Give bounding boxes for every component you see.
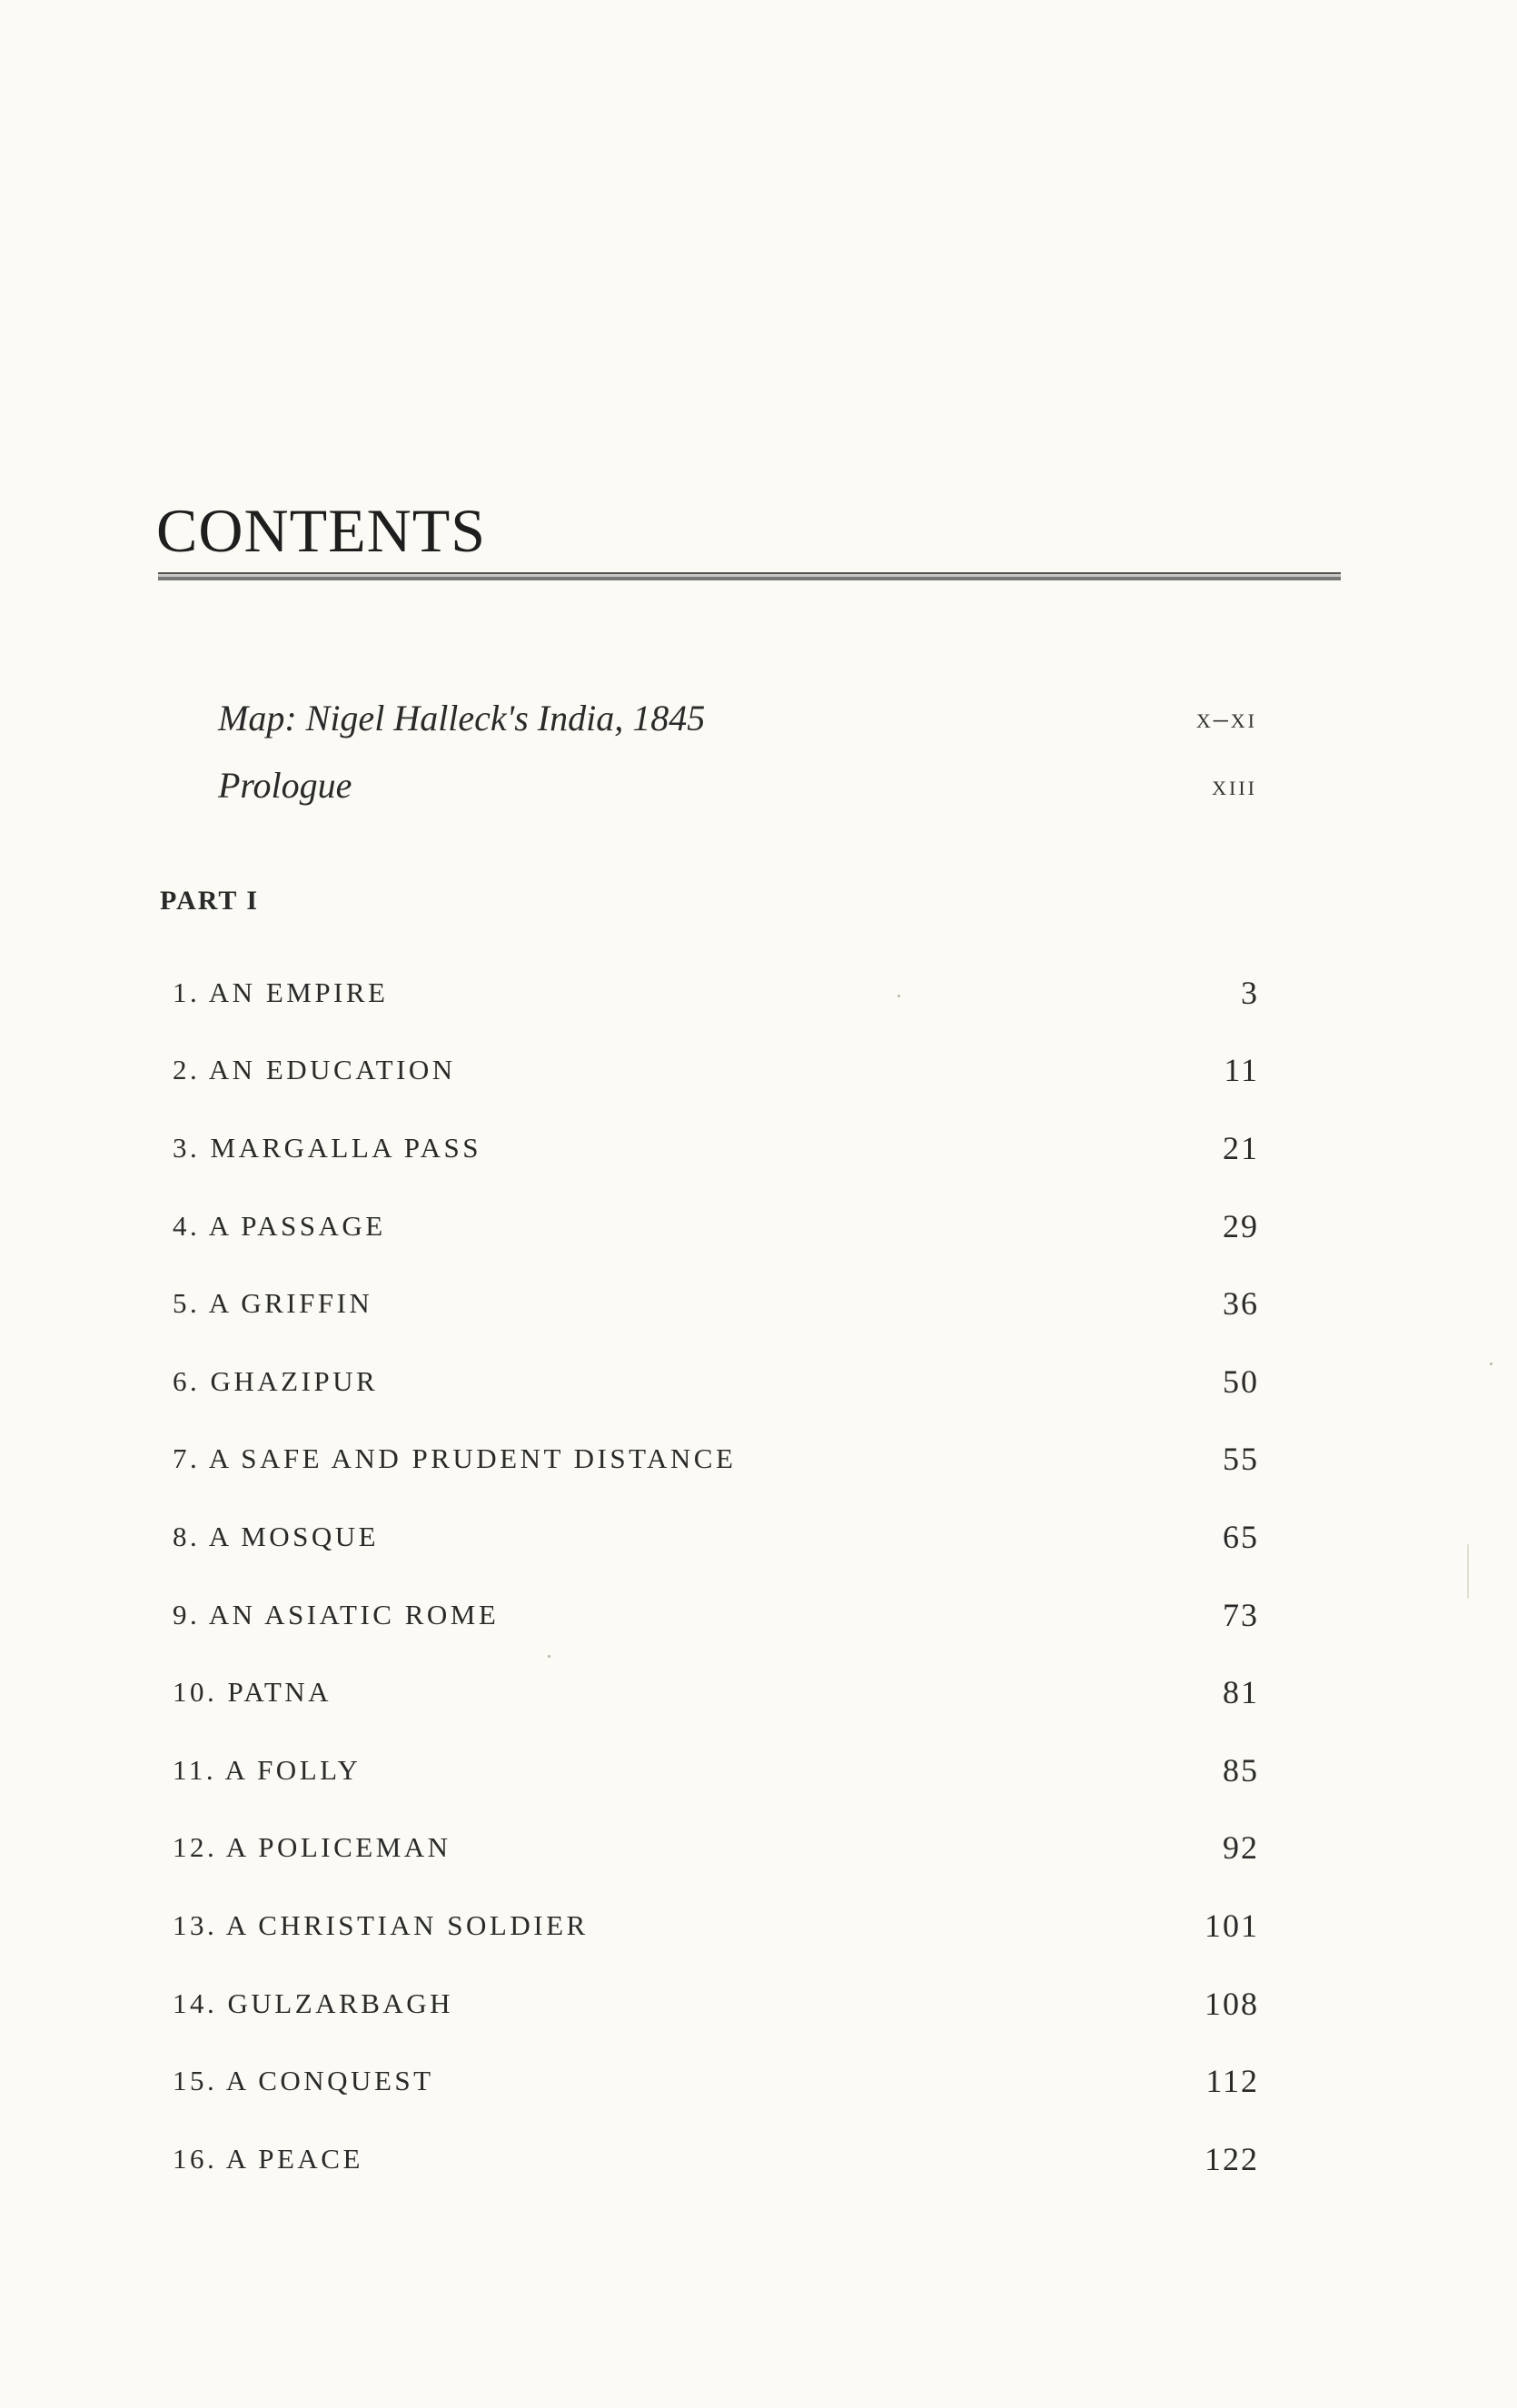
chapter-page: 92 — [1223, 1829, 1259, 1867]
chapter-page: 11 — [1224, 1052, 1259, 1089]
chapter-page: 36 — [1223, 1285, 1259, 1323]
chapter-page: 65 — [1223, 1518, 1259, 1555]
chapter-title: 15. A CONQUEST — [173, 2065, 434, 2097]
chapter-title: 14. GULZARBAGH — [173, 1987, 454, 2019]
chapter-page: 55 — [1223, 1441, 1259, 1478]
chapter-page: 21 — [1223, 1129, 1259, 1166]
chapter-page: 3 — [1241, 974, 1259, 1011]
chapter-row — [173, 2042, 1259, 2120]
front-matter-page: xiii — [1212, 768, 1257, 801]
paper-speck — [1490, 1363, 1492, 1365]
chapter-row — [173, 1421, 1259, 1499]
chapter-row — [173, 1576, 1259, 1654]
front-matter-row-prologue — [218, 758, 1257, 812]
chapter-page: 29 — [1223, 1207, 1259, 1244]
chapter-row — [173, 1653, 1259, 1731]
chapter-row — [173, 1343, 1259, 1421]
chapter-page: 101 — [1205, 1907, 1259, 1944]
chapter-title: 3. MARGALLA PASS — [173, 1131, 481, 1164]
chapter-page: 81 — [1223, 1674, 1259, 1711]
chapter-title: 5. A GRIFFIN — [173, 1287, 373, 1320]
heading-rule — [158, 572, 1341, 580]
paper-crease — [1467, 1544, 1469, 1599]
chapter-row — [173, 1809, 1259, 1888]
chapter-page: 73 — [1223, 1596, 1259, 1633]
chapter-row — [173, 1187, 1259, 1265]
front-matter-label: Map: Nigel Halleck's India, 1845 — [218, 697, 706, 738]
chapter-title: 7. A SAFE AND PRUDENT DISTANCE — [173, 1442, 737, 1475]
chapter-row — [173, 1965, 1259, 2043]
chapter-page: 112 — [1205, 2063, 1259, 2100]
chapter-row — [173, 1109, 1259, 1187]
part-heading: PART I — [160, 886, 260, 916]
chapter-title: 6. GHAZIPUR — [173, 1364, 379, 1397]
paper-speck — [897, 995, 900, 997]
chapter-page: 122 — [1205, 2140, 1259, 2177]
chapter-title: 16. A PEACE — [173, 2142, 363, 2175]
chapter-page: 50 — [1223, 1363, 1259, 1400]
chapter-row — [173, 1498, 1259, 1576]
chapter-row — [173, 1731, 1259, 1809]
front-matter-row-map — [218, 690, 1257, 745]
chapter-title: 12. A POLICEMAN — [173, 1831, 451, 1864]
chapter-title: 10. PATNA — [173, 1676, 332, 1709]
paper-speck — [548, 1655, 550, 1658]
chapter-row — [173, 1032, 1259, 1110]
chapter-title: 1. AN EMPIRE — [173, 976, 389, 1008]
chapter-row — [173, 954, 1259, 1032]
chapter-page: 85 — [1223, 1751, 1259, 1789]
chapter-list — [173, 954, 1259, 2198]
chapter-title: 13. A CHRISTIAN SOLDIER — [173, 1908, 589, 1941]
front-matter-label: Prologue — [218, 764, 352, 806]
chapter-title: 4. A PASSAGE — [173, 1209, 386, 1242]
chapter-page: 108 — [1205, 1985, 1259, 2022]
chapter-title: 8. A MOSQUE — [173, 1520, 380, 1552]
chapter-title: 9. AN ASIATIC ROME — [173, 1598, 500, 1630]
chapter-title: 2. AN EDUCATION — [173, 1054, 456, 1086]
chapter-row — [173, 2120, 1259, 2198]
chapter-row — [173, 1887, 1259, 1965]
front-matter-page: x–xi — [1195, 700, 1257, 734]
chapter-title: 11. A FOLLY — [173, 1753, 362, 1786]
chapter-row — [173, 1264, 1259, 1343]
contents-heading: CONTENTS — [156, 496, 487, 565]
